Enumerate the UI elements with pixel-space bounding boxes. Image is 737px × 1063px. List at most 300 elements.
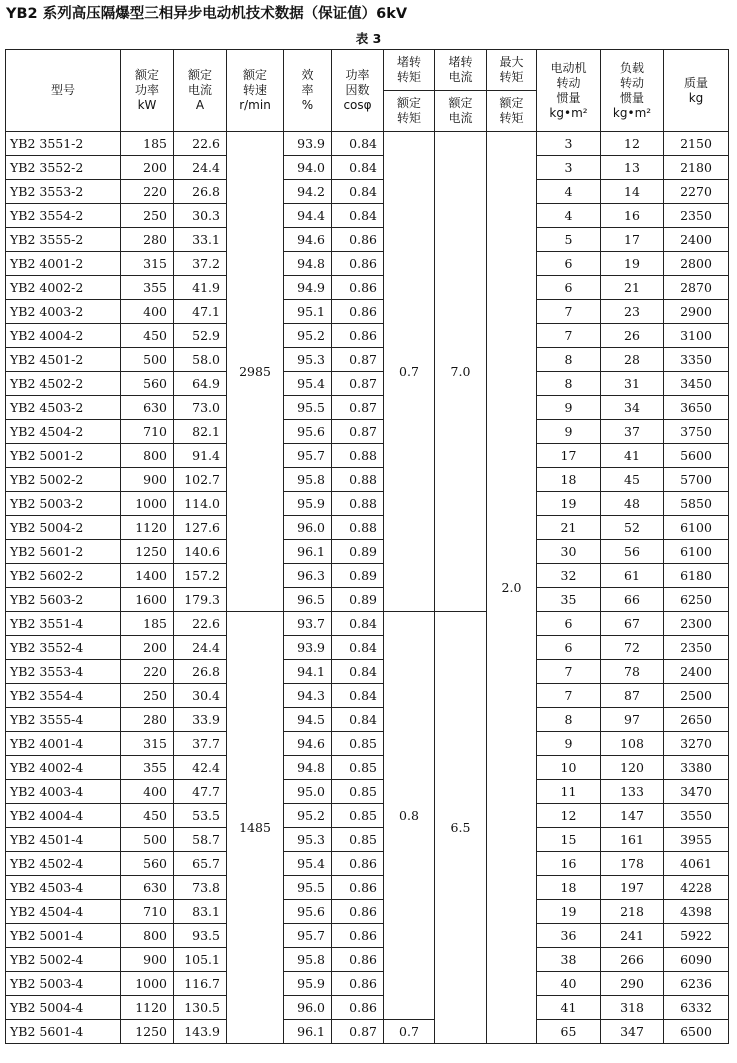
- cell-mass: 6500: [664, 1020, 729, 1044]
- cell-current: 116.7: [174, 972, 227, 996]
- cell-power-factor: 0.87: [332, 396, 384, 420]
- cell-power-factor: 0.86: [332, 228, 384, 252]
- cell-motor-inertia: 38: [537, 948, 601, 972]
- cell-mass: 6090: [664, 948, 729, 972]
- cell-current: 102.7: [174, 468, 227, 492]
- cell-current: 157.2: [174, 564, 227, 588]
- cell-load-inertia: 21: [601, 276, 664, 300]
- cell-model: YB2 4004-4: [6, 804, 121, 828]
- cell-model: YB2 3551-4: [6, 612, 121, 636]
- cell-power: 560: [121, 372, 174, 396]
- cell-load-inertia: 147: [601, 804, 664, 828]
- cell-mass: 3380: [664, 756, 729, 780]
- table-row: [6, 660, 729, 684]
- table-row: [6, 348, 729, 372]
- cell-model: YB2 5601-2: [6, 540, 121, 564]
- cell-power-factor: 0.88: [332, 444, 384, 468]
- cell-current: 65.7: [174, 852, 227, 876]
- cell-model: YB2 4001-2: [6, 252, 121, 276]
- cell-power: 185: [121, 612, 174, 636]
- cell-motor-inertia: 5: [537, 228, 601, 252]
- cell-efficiency: 95.7: [284, 924, 332, 948]
- cell-model: YB2 3551-2: [6, 132, 121, 156]
- table-row: [6, 900, 729, 924]
- cell-model: YB2 3553-4: [6, 660, 121, 684]
- cell-model: YB2 5601-4: [6, 1020, 121, 1044]
- cell-model: YB2 4002-4: [6, 756, 121, 780]
- table-row: [6, 564, 729, 588]
- cell-model: YB2 5004-2: [6, 516, 121, 540]
- cell-efficiency: 95.8: [284, 948, 332, 972]
- cell-mass: 5922: [664, 924, 729, 948]
- cell-current: 33.9: [174, 708, 227, 732]
- table-row: [6, 636, 729, 660]
- header-load-inertia: 负载 转动 惯量 kg•m²: [601, 50, 664, 132]
- cell-load-inertia: 66: [601, 588, 664, 612]
- cell-mass: 6236: [664, 972, 729, 996]
- cell-power: 630: [121, 876, 174, 900]
- cell-motor-inertia: 40: [537, 972, 601, 996]
- cell-current: 143.9: [174, 1020, 227, 1044]
- cell-power-factor: 0.85: [332, 804, 384, 828]
- cell-model: YB2 4004-2: [6, 324, 121, 348]
- table-row: [6, 228, 729, 252]
- table-row: [6, 444, 729, 468]
- cell-motor-inertia: 18: [537, 876, 601, 900]
- table-row: [6, 948, 729, 972]
- table-row: [6, 324, 729, 348]
- cell-power-factor: 0.84: [332, 684, 384, 708]
- table-row: [6, 828, 729, 852]
- cell-power-factor: 0.86: [332, 276, 384, 300]
- table-row: [6, 612, 729, 636]
- cell-current: 30.4: [174, 684, 227, 708]
- table-row: [6, 372, 729, 396]
- header-model: 型号: [6, 50, 121, 132]
- cell-current: 24.4: [174, 156, 227, 180]
- cell-motor-inertia: 7: [537, 660, 601, 684]
- cell-mass: 4061: [664, 852, 729, 876]
- cell-power-factor: 0.84: [332, 612, 384, 636]
- cell-power-factor: 0.87: [332, 1020, 384, 1044]
- cell-motor-inertia: 17: [537, 444, 601, 468]
- cell-current: 53.5: [174, 804, 227, 828]
- cell-load-inertia: 78: [601, 660, 664, 684]
- cell-current: 82.1: [174, 420, 227, 444]
- cell-power-factor: 0.88: [332, 492, 384, 516]
- header-speed: 额定 转速 r/min: [227, 50, 284, 132]
- cell-model: YB2 3552-4: [6, 636, 121, 660]
- cell-power: 1120: [121, 996, 174, 1020]
- cell-power: 1250: [121, 540, 174, 564]
- cell-motor-inertia: 11: [537, 780, 601, 804]
- cell-power-factor: 0.86: [332, 972, 384, 996]
- cell-load-inertia: 97: [601, 708, 664, 732]
- cell-power-factor: 0.89: [332, 540, 384, 564]
- cell-motor-inertia: 19: [537, 900, 601, 924]
- cell-load-inertia: 61: [601, 564, 664, 588]
- cell-mass: 2350: [664, 636, 729, 660]
- cell-load-inertia: 45: [601, 468, 664, 492]
- cell-power: 355: [121, 276, 174, 300]
- cell-motor-inertia: 12: [537, 804, 601, 828]
- cell-mass: 2900: [664, 300, 729, 324]
- cell-model: YB2 5602-2: [6, 564, 121, 588]
- cell-power-factor: 0.89: [332, 588, 384, 612]
- table-caption: 表 3: [355, 31, 382, 46]
- cell-power: 185: [121, 132, 174, 156]
- cell-efficiency: 95.2: [284, 804, 332, 828]
- header-current: 额定 电流 A: [174, 50, 227, 132]
- cell-motor-inertia: 35: [537, 588, 601, 612]
- cell-mass: 5700: [664, 468, 729, 492]
- cell-efficiency: 95.4: [284, 372, 332, 396]
- cell-model: YB2 4002-2: [6, 276, 121, 300]
- cell-mass: 2300: [664, 612, 729, 636]
- cell-current: 37.7: [174, 732, 227, 756]
- header-max-torque-sub: 额定 转矩: [487, 91, 537, 132]
- cell-motor-inertia: 3: [537, 156, 601, 180]
- cell-power: 800: [121, 924, 174, 948]
- cell-mass: 3350: [664, 348, 729, 372]
- table-row: [6, 420, 729, 444]
- cell-current: 179.3: [174, 588, 227, 612]
- cell-load-inertia: 133: [601, 780, 664, 804]
- cell-model: YB2 5002-4: [6, 948, 121, 972]
- cell-load-inertia: 218: [601, 900, 664, 924]
- cell-mass: 2400: [664, 228, 729, 252]
- cell-motor-inertia: 7: [537, 300, 601, 324]
- cell-current: 33.1: [174, 228, 227, 252]
- cell-load-inertia: 14: [601, 180, 664, 204]
- cell-efficiency: 96.1: [284, 540, 332, 564]
- cell-load-inertia: 318: [601, 996, 664, 1020]
- cell-current: 24.4: [174, 636, 227, 660]
- cell-current: 93.5: [174, 924, 227, 948]
- cell-efficiency: 95.8: [284, 468, 332, 492]
- table-row: [6, 684, 729, 708]
- cell-speed: 2985: [227, 132, 284, 612]
- cell-load-inertia: 241: [601, 924, 664, 948]
- cell-power-factor: 0.85: [332, 780, 384, 804]
- cell-power-factor: 0.89: [332, 564, 384, 588]
- cell-model: YB2 4504-4: [6, 900, 121, 924]
- cell-mass: 3450: [664, 372, 729, 396]
- cell-power: 710: [121, 900, 174, 924]
- cell-power-factor: 0.86: [332, 876, 384, 900]
- cell-current: 37.2: [174, 252, 227, 276]
- cell-model: YB2 4501-4: [6, 828, 121, 852]
- cell-power-factor: 0.84: [332, 636, 384, 660]
- cell-locked-torque: 0.7: [384, 1020, 435, 1044]
- cell-efficiency: 94.6: [284, 228, 332, 252]
- header-locked-current: 堵转 电流: [435, 50, 487, 91]
- cell-current: 114.0: [174, 492, 227, 516]
- header-max-torque: 最大 转矩: [487, 50, 537, 91]
- cell-load-inertia: 347: [601, 1020, 664, 1044]
- cell-efficiency: 94.8: [284, 252, 332, 276]
- cell-power-factor: 0.87: [332, 348, 384, 372]
- cell-model: YB2 4001-4: [6, 732, 121, 756]
- cell-motor-inertia: 6: [537, 636, 601, 660]
- cell-load-inertia: 72: [601, 636, 664, 660]
- cell-current: 140.6: [174, 540, 227, 564]
- cell-motor-inertia: 6: [537, 612, 601, 636]
- cell-efficiency: 95.3: [284, 348, 332, 372]
- cell-power-factor: 0.86: [332, 852, 384, 876]
- cell-model: YB2 5001-4: [6, 924, 121, 948]
- table-row: [6, 516, 729, 540]
- cell-power-factor: 0.84: [332, 204, 384, 228]
- table-row: [6, 780, 729, 804]
- table-row: [6, 276, 729, 300]
- cell-power: 200: [121, 156, 174, 180]
- cell-load-inertia: 41: [601, 444, 664, 468]
- cell-motor-inertia: 10: [537, 756, 601, 780]
- cell-current: 52.9: [174, 324, 227, 348]
- table-row: [6, 252, 729, 276]
- cell-load-inertia: 13: [601, 156, 664, 180]
- cell-power: 280: [121, 708, 174, 732]
- cell-mass: 3270: [664, 732, 729, 756]
- cell-efficiency: 95.0: [284, 780, 332, 804]
- cell-load-inertia: 17: [601, 228, 664, 252]
- cell-mass: 6100: [664, 540, 729, 564]
- cell-load-inertia: 48: [601, 492, 664, 516]
- cell-efficiency: 95.6: [284, 420, 332, 444]
- cell-load-inertia: 108: [601, 732, 664, 756]
- cell-power: 900: [121, 948, 174, 972]
- cell-model: YB2 3554-2: [6, 204, 121, 228]
- cell-mass: 3470: [664, 780, 729, 804]
- cell-power: 1000: [121, 972, 174, 996]
- cell-motor-inertia: 65: [537, 1020, 601, 1044]
- cell-mass: 2150: [664, 132, 729, 156]
- cell-power-factor: 0.87: [332, 420, 384, 444]
- cell-power-factor: 0.88: [332, 516, 384, 540]
- cell-motor-inertia: 19: [537, 492, 601, 516]
- cell-mass: 6250: [664, 588, 729, 612]
- cell-power: 800: [121, 444, 174, 468]
- cell-power: 560: [121, 852, 174, 876]
- header-efficiency: 效 率 %: [284, 50, 332, 132]
- header-power: 额定 功率 kW: [121, 50, 174, 132]
- cell-power: 1120: [121, 516, 174, 540]
- cell-power-factor: 0.85: [332, 828, 384, 852]
- cell-motor-inertia: 8: [537, 348, 601, 372]
- cell-power-factor: 0.88: [332, 468, 384, 492]
- cell-motor-inertia: 18: [537, 468, 601, 492]
- cell-load-inertia: 56: [601, 540, 664, 564]
- cell-motor-inertia: 6: [537, 252, 601, 276]
- table-row: [6, 180, 729, 204]
- cell-locked-current: 6.5: [435, 612, 487, 1044]
- cell-power-factor: 0.86: [332, 948, 384, 972]
- cell-current: 30.3: [174, 204, 227, 228]
- cell-power-factor: 0.86: [332, 996, 384, 1020]
- cell-power: 400: [121, 300, 174, 324]
- header-mass: 质量 kg: [664, 50, 729, 132]
- cell-load-inertia: 31: [601, 372, 664, 396]
- cell-efficiency: 96.5: [284, 588, 332, 612]
- cell-power: 355: [121, 756, 174, 780]
- cell-model: YB2 3552-2: [6, 156, 121, 180]
- cell-efficiency: 95.5: [284, 396, 332, 420]
- cell-efficiency: 95.5: [284, 876, 332, 900]
- cell-model: YB2 4502-2: [6, 372, 121, 396]
- cell-efficiency: 94.5: [284, 708, 332, 732]
- cell-model: YB2 5001-2: [6, 444, 121, 468]
- cell-mass: 2500: [664, 684, 729, 708]
- cell-model: YB2 5003-2: [6, 492, 121, 516]
- cell-power: 630: [121, 396, 174, 420]
- cell-current: 105.1: [174, 948, 227, 972]
- cell-power-factor: 0.84: [332, 660, 384, 684]
- cell-mass: 2870: [664, 276, 729, 300]
- header-power-factor: 功率 因数 cosφ: [332, 50, 384, 132]
- cell-current: 73.0: [174, 396, 227, 420]
- cell-motor-inertia: 7: [537, 684, 601, 708]
- cell-power: 1000: [121, 492, 174, 516]
- cell-motor-inertia: 9: [537, 396, 601, 420]
- cell-power: 450: [121, 324, 174, 348]
- cell-current: 58.0: [174, 348, 227, 372]
- cell-efficiency: 96.3: [284, 564, 332, 588]
- cell-mass: 2270: [664, 180, 729, 204]
- header-locked-torque: 堵转 转矩: [384, 50, 435, 91]
- motor-data-table: [5, 49, 729, 1044]
- cell-mass: 3750: [664, 420, 729, 444]
- cell-power: 1250: [121, 1020, 174, 1044]
- cell-mass: 2180: [664, 156, 729, 180]
- cell-model: YB2 3555-4: [6, 708, 121, 732]
- table-row: [6, 1020, 729, 1044]
- cell-mass: 2400: [664, 660, 729, 684]
- table-row: [6, 204, 729, 228]
- cell-mass: 6100: [664, 516, 729, 540]
- cell-model: YB2 4503-4: [6, 876, 121, 900]
- cell-power-factor: 0.86: [332, 300, 384, 324]
- cell-locked-torque: 0.7: [384, 132, 435, 612]
- cell-efficiency: 95.9: [284, 972, 332, 996]
- cell-current: 130.5: [174, 996, 227, 1020]
- cell-efficiency: 94.3: [284, 684, 332, 708]
- cell-current: 73.8: [174, 876, 227, 900]
- cell-mass: 2800: [664, 252, 729, 276]
- cell-model: YB2 3553-2: [6, 180, 121, 204]
- cell-load-inertia: 28: [601, 348, 664, 372]
- table-row: [6, 396, 729, 420]
- cell-load-inertia: 120: [601, 756, 664, 780]
- cell-efficiency: 96.0: [284, 516, 332, 540]
- cell-current: 41.9: [174, 276, 227, 300]
- table-row: [6, 540, 729, 564]
- cell-motor-inertia: 9: [537, 420, 601, 444]
- cell-power: 315: [121, 252, 174, 276]
- cell-power: 220: [121, 180, 174, 204]
- cell-current: 26.8: [174, 180, 227, 204]
- cell-load-inertia: 178: [601, 852, 664, 876]
- header-motor-inertia: 电动机 转动 惯量 kg•m²: [537, 50, 601, 132]
- cell-mass: 2350: [664, 204, 729, 228]
- cell-power: 500: [121, 348, 174, 372]
- cell-power-factor: 0.86: [332, 900, 384, 924]
- cell-max-torque: 2.0: [487, 132, 537, 1044]
- cell-load-inertia: 26: [601, 324, 664, 348]
- cell-power: 1400: [121, 564, 174, 588]
- cell-power: 315: [121, 732, 174, 756]
- cell-motor-inertia: 36: [537, 924, 601, 948]
- cell-efficiency: 96.0: [284, 996, 332, 1020]
- cell-current: 83.1: [174, 900, 227, 924]
- cell-power: 220: [121, 660, 174, 684]
- cell-power: 900: [121, 468, 174, 492]
- cell-load-inertia: 67: [601, 612, 664, 636]
- cell-model: YB2 5002-2: [6, 468, 121, 492]
- cell-efficiency: 95.2: [284, 324, 332, 348]
- cell-power-factor: 0.85: [332, 732, 384, 756]
- table-row: [6, 732, 729, 756]
- cell-power: 250: [121, 204, 174, 228]
- cell-mass: 6332: [664, 996, 729, 1020]
- cell-model: YB2 4003-2: [6, 300, 121, 324]
- header-locked-current-sub: 额定 电流: [435, 91, 487, 132]
- cell-mass: 3955: [664, 828, 729, 852]
- cell-current: 47.7: [174, 780, 227, 804]
- cell-load-inertia: 19: [601, 252, 664, 276]
- cell-load-inertia: 290: [601, 972, 664, 996]
- cell-current: 47.1: [174, 300, 227, 324]
- cell-power-factor: 0.86: [332, 252, 384, 276]
- cell-motor-inertia: 7: [537, 324, 601, 348]
- cell-power-factor: 0.85: [332, 756, 384, 780]
- cell-mass: 2650: [664, 708, 729, 732]
- cell-efficiency: 93.9: [284, 636, 332, 660]
- cell-motor-inertia: 15: [537, 828, 601, 852]
- cell-power: 500: [121, 828, 174, 852]
- cell-model: YB2 4502-4: [6, 852, 121, 876]
- table-row: [6, 156, 729, 180]
- cell-model: YB2 4504-2: [6, 420, 121, 444]
- cell-power-factor: 0.84: [332, 180, 384, 204]
- cell-model: YB2 4501-2: [6, 348, 121, 372]
- cell-power: 710: [121, 420, 174, 444]
- cell-power-factor: 0.87: [332, 372, 384, 396]
- cell-power: 1600: [121, 588, 174, 612]
- cell-power-factor: 0.84: [332, 156, 384, 180]
- cell-efficiency: 94.1: [284, 660, 332, 684]
- page-title: YB2 系列高压隔爆型三相异步电动机技术数据（保证值）6kV: [6, 6, 408, 22]
- cell-model: YB2 3554-4: [6, 684, 121, 708]
- cell-efficiency: 95.7: [284, 444, 332, 468]
- cell-model: YB2 5004-4: [6, 996, 121, 1020]
- cell-mass: 4228: [664, 876, 729, 900]
- cell-power-factor: 0.84: [332, 132, 384, 156]
- cell-current: 22.6: [174, 612, 227, 636]
- cell-motor-inertia: 16: [537, 852, 601, 876]
- cell-load-inertia: 161: [601, 828, 664, 852]
- table-row: [6, 924, 729, 948]
- cell-motor-inertia: 3: [537, 132, 601, 156]
- table-body: [6, 132, 729, 1044]
- table-row: [6, 756, 729, 780]
- cell-load-inertia: 87: [601, 684, 664, 708]
- cell-load-inertia: 197: [601, 876, 664, 900]
- table-row: [6, 588, 729, 612]
- cell-current: 22.6: [174, 132, 227, 156]
- cell-efficiency: 95.1: [284, 300, 332, 324]
- cell-model: YB2 5003-4: [6, 972, 121, 996]
